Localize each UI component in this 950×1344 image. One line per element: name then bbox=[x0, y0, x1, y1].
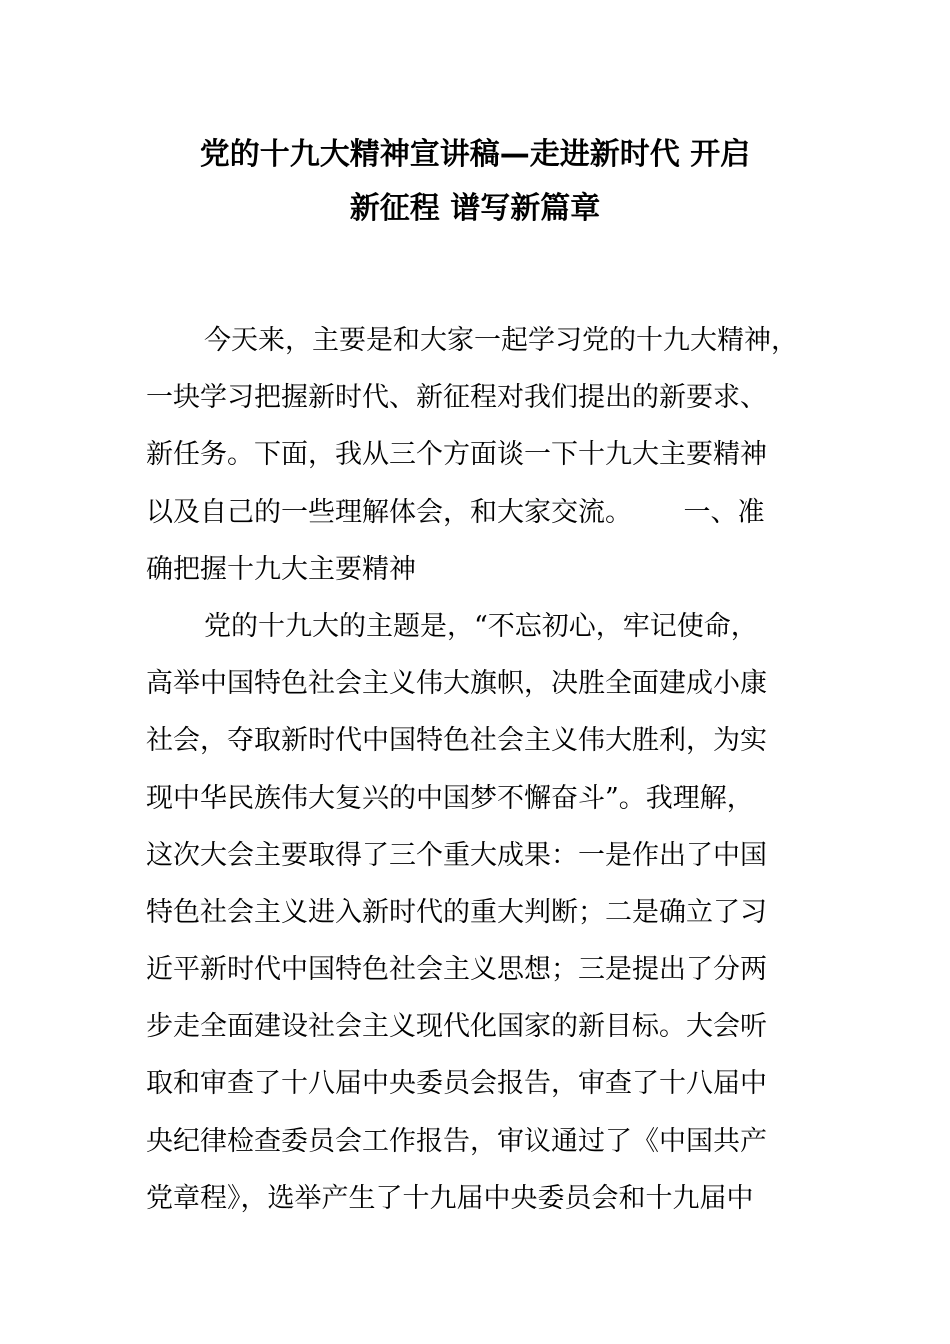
title-line-1: 党的十九大精神宣讲稿—走进新时代 开启 bbox=[199, 137, 751, 172]
title-line-2: 新征程 谱写新篇章 bbox=[349, 191, 601, 226]
body-line-1: 今天来，主要是和大家一起学习党的十九大精神， bbox=[204, 325, 798, 356]
body-line-15: 央纪律检查委员会工作报告，审议通过了《中国共产 bbox=[146, 1125, 767, 1157]
body-line-13: 步走全面建设社会主义现代化国家的新目标。大会听 bbox=[146, 1011, 767, 1043]
body-line-3: 新任务。下面，我从三个方面谈一下十九大主要精神 bbox=[146, 439, 767, 471]
document-title bbox=[100, 128, 850, 236]
body-line-16: 党章程》，选举产生了十九届中央委员会和十九届中 bbox=[146, 1182, 754, 1214]
body-line-11: 特色社会主义进入新时代的重大判断；二是确立了习 bbox=[146, 896, 767, 928]
body-line-2: 一块学习把握新时代、新征程对我们提出的新要求、 bbox=[146, 382, 767, 414]
body-line-8: 社会，夺取新时代中国特色社会主义伟大胜利，为实 bbox=[146, 725, 767, 757]
body-line-10: 这次大会主要取得了三个重大成果：一是作出了中国 bbox=[146, 839, 767, 871]
body-line-4: 以及自己的一些理解体会，和大家交流。 一、准 bbox=[146, 496, 765, 528]
body-line-14: 取和审查了十八届中央委员会报告，审查了十八届中 bbox=[146, 1068, 767, 1100]
document-body bbox=[146, 312, 816, 1227]
body-line-6: 党的十九大的主题是，“不忘初心，牢记使命， bbox=[204, 610, 758, 642]
body-line-12: 近平新时代中国特色社会主义思想；三是提出了分两 bbox=[146, 954, 767, 986]
body-line-9: 现中华民族伟大复兴的中国梦不懈奋斗”。我理解， bbox=[146, 782, 754, 814]
body-line-7: 高举中国特色社会主义伟大旗帜，决胜全面建成小康 bbox=[146, 668, 767, 700]
body-line-5: 确把握十九大主要精神 bbox=[146, 553, 416, 585]
